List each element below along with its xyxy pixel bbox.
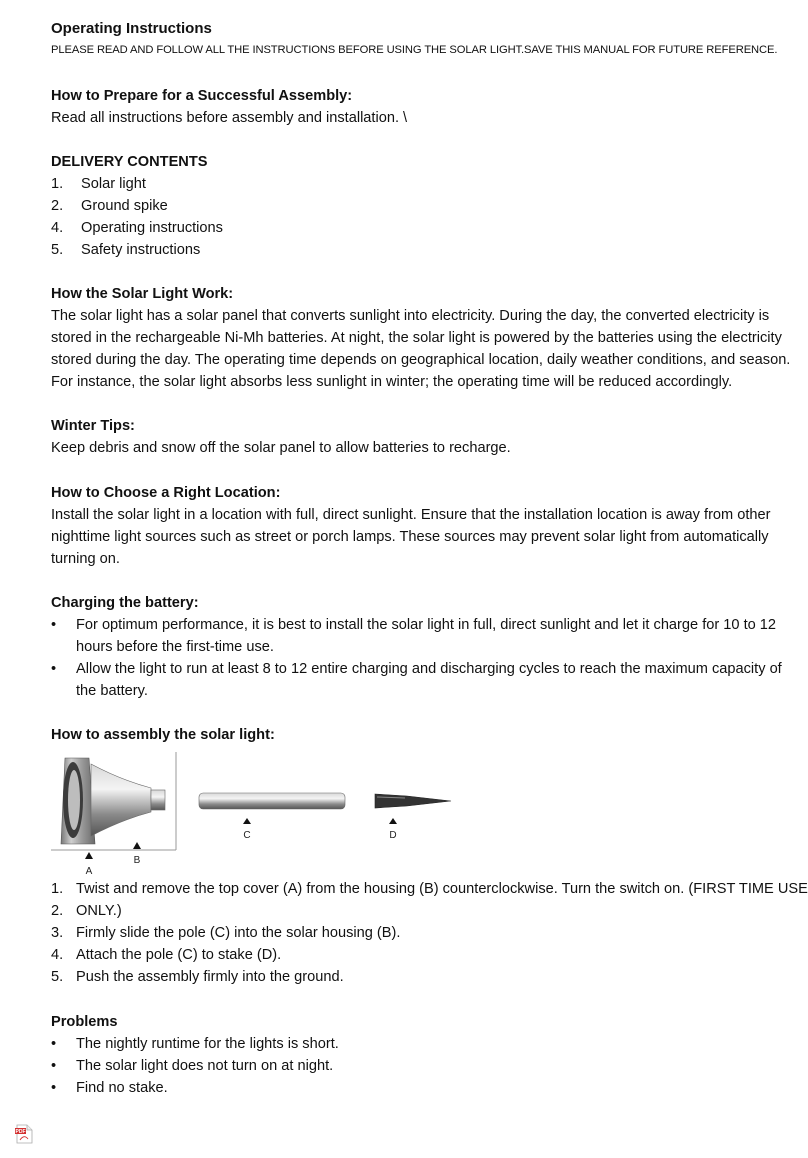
figure-label-a: A xyxy=(85,866,93,877)
list-item: 2. ONLY.) xyxy=(51,903,122,919)
list-item: • For optimum performance, it is best to install the solar light in full, direct sunlight and let it charge for 10 to 12 hours before the first-time use. xyxy=(51,617,777,655)
list-item: 4. Operating instructions xyxy=(51,220,223,236)
assembly-figure xyxy=(51,750,471,880)
section-problems xyxy=(51,1011,796,1099)
figure-label-b: B xyxy=(133,855,141,866)
winter-text: Keep debris and snow off the solar panel to allow batteries to recharge. xyxy=(51,440,511,456)
location-heading: How to Choose a Right Location: xyxy=(51,485,281,501)
section-how-work xyxy=(51,283,796,393)
how-work-heading: How the Solar Light Work: xyxy=(51,286,234,302)
delivery-heading: DELIVERY CONTENTS xyxy=(51,154,208,170)
prepare-text: Read all instructions before assembly and installation. \ xyxy=(51,110,408,126)
delivery-list xyxy=(51,173,796,261)
problems-list xyxy=(51,1033,796,1099)
page-title: Operating Instructions xyxy=(51,20,212,37)
figure-label-c: C xyxy=(243,830,251,841)
prepare-heading: How to Prepare for a Successful Assembly: xyxy=(51,88,353,104)
figure-markers xyxy=(85,818,397,859)
page-subtitle: PLEASE READ AND FOLLOW ALL THE INSTRUCTIONS BEFORE USING THE SOLAR LIGHT.SAVE THIS MANUAL FOR FUTURE REFERENCE. xyxy=(51,44,778,56)
list-item: 2. Ground spike xyxy=(51,198,168,214)
list-item: • Find no stake. xyxy=(51,1080,168,1096)
list-item: 3. Firmly slide the pole (C) into the solar housing (B). xyxy=(51,925,401,941)
stake-image xyxy=(375,794,451,808)
pole-image xyxy=(199,793,345,809)
pdf-icon[interactable] xyxy=(14,1124,34,1144)
solar-light-head-image xyxy=(51,752,176,850)
list-item: • The solar light does not turn on at night. xyxy=(51,1058,334,1074)
problems-heading: Problems xyxy=(51,1014,118,1030)
assembly-diagram xyxy=(51,750,471,880)
list-item: • The nightly runtime for the lights is short. xyxy=(51,1036,339,1052)
section-delivery xyxy=(51,151,796,261)
charging-list xyxy=(51,614,796,702)
section-winter xyxy=(51,415,796,459)
section-assembly xyxy=(51,724,796,746)
assembly-list xyxy=(51,878,808,988)
figure-label-d: D xyxy=(389,830,397,841)
assembly-steps xyxy=(51,878,808,988)
list-item: 1. Solar light xyxy=(51,176,146,192)
list-item: 1. Twist and remove the top cover (A) from the housing (B) counterclockwise. Turn the switch on. (FIRST TIME USE xyxy=(51,881,808,897)
list-item: 4. Attach the pole (C) to stake (D). xyxy=(51,947,282,963)
section-charging xyxy=(51,592,796,702)
section-prepare xyxy=(51,85,796,129)
section-location xyxy=(51,482,796,570)
list-item: 5. Safety instructions xyxy=(51,242,201,258)
winter-heading: Winter Tips: xyxy=(51,418,135,434)
how-work-text: The solar light has a solar panel that converts sunlight into electricity. During the day, the converted electricity is stored in the rechargeable Ni-Mh batteries. At night, the solar light is powered by the batteries using the electricity stored during the day. The operating time depends on geographical location, daily weather conditions, and season. For instance, the solar light absorbs less sunlight in winter; the operating time will be reduced accordingly. xyxy=(51,308,791,390)
location-text: Install the solar light in a location with full, direct sunlight. Ensure that the installation location is away from other nighttime light sources such as street or porch lamps. These sources may prevent solar light from automatically turning on. xyxy=(51,507,771,567)
list-item: • Allow the light to run at least 8 to 12 entire charging and discharging cycles to reach the maximum capacity of the battery. xyxy=(51,661,782,699)
list-item: 5. Push the assembly firmly into the ground. xyxy=(51,969,344,985)
charging-heading: Charging the battery: xyxy=(51,595,199,611)
assembly-heading: How to assembly the solar light: xyxy=(51,727,275,743)
pdf-badge-text: PDF xyxy=(15,1129,26,1135)
